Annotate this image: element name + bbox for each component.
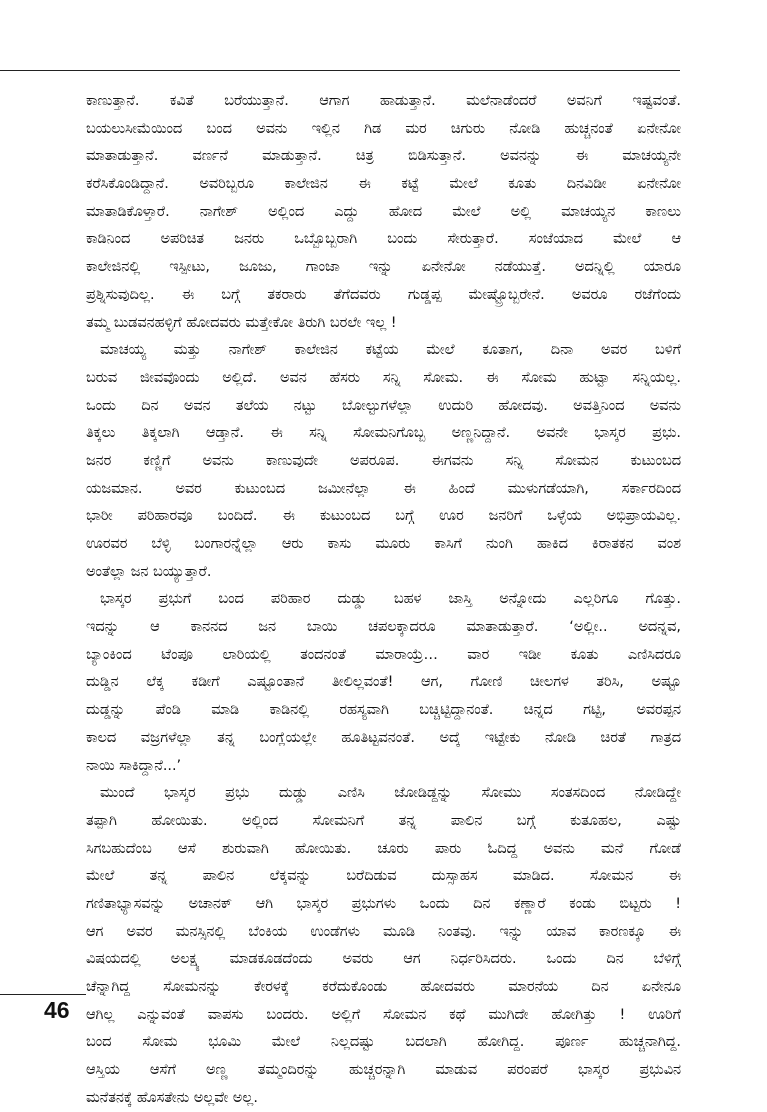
text-line: ಮುಂದೆ ಭಾಸ್ಕರ ಪ್ರಭು ದುಡ್ಡು ಎಣಿಸಿ ಜೋಡಿಡ್ದನ್ನು ಸೋಮು ಸಂತಸದಿಂದ ನೋಡಿದ್ದೇ <box>100 785 681 802</box>
text-line: ಕಾಡಿನಿಂದ ಅಪರಿಚಿತ ಜನರು ಒಬ್ಬೊಬ್ಬರಾಗಿ ಬಂದು ಸೇರುತ್ತಾರೆ. ಸಂಜೆಯಾದ ಮೇಲೆ ಆ <box>86 231 681 248</box>
text-line: ಸಿಗಬಹುದೆಂಬ ಆಸೆ ಶುರುವಾಗಿ ಹೋಯಿತು. ಚೂರು ಪಾರು ಓದಿದ್ದ ಅವನು ಮನೆ ಗೋಡೆ <box>86 840 681 857</box>
text-line: ಭಾರೀ ಪರಿಹಾರವೂ ಬಂದಿದೆ. ಈ ಕುಟುಂಬದ ಬಗ್ಗೆ ಊರ ಜನರಿಗೆ ಒಳ್ಳೆಯ ಅಭಿಪ್ರಾಯವಿಲ್ಲ. <box>86 508 681 525</box>
text-line: ವಿಷಯದಲ್ಲಿ ಅಲಕ್ಷ್ಯ ಮಾಡಕೂಡದೆಂದು ಅವರು ಆಗ ನಿರ್ಧರಿಸಿದರು. ಒಂದು ದಿನ ಬೆಳಿಗ್ಗೆ <box>86 951 681 968</box>
text-line: ಬಯಲುಸೀಮೆಯಿಂದ ಬಂದ ಅವನು ಇಲ್ಲಿನ ಗಿಡ ಮರ ಚಿಗುರು ನೋಡಿ ಹುಚ್ಚನಂತೆ ಏನೇನೋ <box>86 120 681 137</box>
text-line: ಊರವರ ಬೆಳ್ಳಿ ಬಂಗಾರನ್ನೆಲ್ಲಾ ಆರು ಕಾಸು ಮೂರು ಕಾಸಿಗೆ ನುಂಗಿ ಹಾಕಿದ ಕಿರಾತಕನ ವಂಶ <box>86 536 681 552</box>
text-line: ಭಾಸ್ಕರ ಪ್ರಭುಗೆ ಬಂದ ಪರಿಹಾರ ದುಡ್ಡು ಬಹಳ ಜಾಸ್ತಿ ಅನ್ನೋದು ಎಲ್ಲರಿಗೂ ಗೊತ್ತು. <box>100 591 681 608</box>
body-text <box>86 88 681 1112</box>
text-line: ಆಗಿಲ್ಲ ಎನ್ನುವಂತೆ ವಾಪಸು ಬಂದರು. ಅಲ್ಲಿಗೆ ಸೋಮನ ಕಥೆ ಮುಗಿದೇ ಹೋಗಿತ್ತು ! ಊರಿಗೆ <box>86 1006 681 1023</box>
paragraph <box>86 586 681 780</box>
text-line: ಕಾಲೇಜಿನಲ್ಲಿ ಇಸ್ಪೀಟು, ಜೂಜು, ಗಾಂಜಾ ಇನ್ನು ಏನೇನೋ ನಡೆಯುತ್ತೆ. ಅದನ್ನಿಲ್ಲಿ ಯಾರೂ <box>86 259 681 276</box>
text-line: ತಪ್ಪಾಗಿ ಹೋಯಿತು. ಅಲ್ಲಿಂದ ಸೋಮನಿಗೆ ತನ್ನ ಪಾಲಿನ ಬಗ್ಗೆ ಕುತೂಹಲ, ಎಷ್ಟು <box>86 812 681 829</box>
text-line: ನಾಯಿ ಸಾಕಿದ್ದಾನೆ...’ <box>86 757 182 774</box>
text-line: ಕರೆಸಿಕೊಂಡಿದ್ದಾನೆ. ಅವರಿಬ್ಬರೂ ಕಾಲೇಜಿನ ಈ ಕಟ್ಟೆ ಮೇಲೆ ಕೂತು ದಿನವಿಡೀ ಏನೇನೋ <box>86 176 681 193</box>
paragraph <box>86 780 681 1112</box>
text-line: ಆಗ ಅವರ ಮನಸ್ಸಿನಲ್ಲಿ ಬೆಂಕಿಯ ಉಂಡೆಗಳು ಮೂಡಿ ನಿಂತವು. ಇನ್ನು ಯಾವ ಕಾರಣಕ್ಕೂ ಈ <box>86 923 681 940</box>
text-line: ತಮ್ಮ ಬುಡವನಹಳ್ಳಿಗೆ ಹೋದವರು ಮತ್ತೇಕೋ ತಿರುಗಿ ಬರಲೇ ಇಲ್ಲ ! <box>86 314 397 331</box>
text-line: ಕಾಣುತ್ತಾನೆ. ಕವಿತೆ ಬರೆಯುತ್ತಾನೆ. ಆಗಾಗ ಹಾಡುತ್ತಾನೆ. ಮಲೆನಾಡೆಂದರೆ ಅವನಿಗೆ ಇಷ್ಟವಂತೆ. <box>86 93 681 109</box>
text-line: ಬರುವ ಜೀವವೊಂದು ಅಲ್ಲಿದೆ. ಅವನ ಹೆಸರು ಸನ್ನಿ ಸೋಮ. ಈ ಸೋಮ ಹುಟ್ಟಾ ಸನ್ನಿಯಲ್ಲ. <box>86 369 681 386</box>
text-line: ಚೆನ್ನಾಗಿದ್ದ ಸೋಮನನ್ನು ಕೇರಳಕ್ಕೆ ಕರೆದುಕೊಂಡು ಹೋದವರು ಮಾರನೆಯ ದಿನ ಏನೇನೂ <box>86 979 681 995</box>
paragraph <box>86 88 681 337</box>
text-line: ಆಸ್ತಿಯ ಆಸೆಗೆ ಅಣ್ಣ ತಮ್ಮಂದಿರನ್ನು ಹುಚ್ಚರನ್ನಾಗಿ ಮಾಡುವ ಪರಂಪರೆ ಭಾಸ್ಕರ ಪ್ರಭುವಿನ <box>86 1062 681 1079</box>
text-line: ಮಾತಾಡುತ್ತಾನೆ. ವರ್ಣನೆ ಮಾಡುತ್ತಾನೆ. ಚಿತ್ರ ಬಿಡಿಸುತ್ತಾನೆ. ಅವನನ್ನು ಈ ಮಾಚಯ್ಯನೇ <box>86 148 681 165</box>
text-line: ಯಜಮಾನ. ಅವರ ಕುಟುಂಬದ ಜಮೀನೆಲ್ಲಾ ಈ ಹಿಂದೆ ಮುಳುಗಡೆಯಾಗಿ, ಸರ್ಕಾರದಿಂದ <box>86 480 681 497</box>
text-line: ದುಡ್ಡನ್ನು ಪೆಂಡಿ ಮಾಡಿ ಕಾಡಿನಲ್ಲಿ ರಹಸ್ಯವಾಗಿ ಬಚ್ಚಿಟ್ಟಿದ್ದಾನಂತೆ. ಚಿನ್ನದ ಗಟ್ಟಿ, ಅವರಪ್ಪನ <box>86 702 681 719</box>
text-line: ಬ್ಯಾಂಕಿಂದ ಟೆಂಪೂ ಲಾರಿಯಲ್ಲಿ ತಂದನಂತೆ ಮಾರಾಯ್ರೆ… ವಾರ ಇಡೀ ಕೂತು ಎಣಿಸಿದರೂ <box>86 646 681 663</box>
text-line: ಇದನ್ನು ಆ ಕಾನನದ ಜನ ಬಾಯಿ ಚಪಲಕ್ಕಾದರೂ ಮಾತಾಡುತ್ತಾರೆ. ‘ಅಲ್ಲೀ.. ಅದನ್ನವ, <box>86 619 681 636</box>
text-line: ಮನೆತನಕ್ಕೆ ಹೊಸತೇನು ಅಲ್ಲವೇ ಅಲ್ಲ. <box>86 1089 258 1106</box>
text-line: ದುಡ್ಡಿನ ಲೆಕ್ಕ ಕಡೀಗೆ ಎಷ್ಟೂಂತಾನೆ ತೀಲಿಲ್ಲವಂತೆ! ಆಗ, ಗೋಣಿ ಚೀಲಗಳ ತರಿಸಿ, ಅಷ್ಟೂ <box>86 674 681 691</box>
text-line: ಪ್ರಶ್ನಿಸುವುದಿಲ್ಲ. ಈ ಬಗ್ಗೆ ತಕರಾರು ತೆಗೆದವರು ಗುಡ್ಡಪ್ಪ ಮೇಷ್ಟ್ರೊಬ್ಬರೇನೆ. ಅವರೂ ರಜೆಗೆಂದು <box>86 286 681 303</box>
text-line: ಜನರ ಕಣ್ಣಿಗೆ ಅವನು ಕಾಣುವುದೇ ಅಪರೂಪ. ಈಗವನು ಸನ್ನಿ ಸೋಮನ ಕುಟುಂಬದ <box>86 452 681 469</box>
footer-rule <box>0 994 86 995</box>
page-number: 46 <box>44 997 70 1023</box>
text-line: ತಿಕ್ಕಲು ತಿಕ್ಕಲಾಗಿ ಆಡ್ತಾನೆ. ಈ ಸನ್ನಿ ಸೋಮನಿಗೊಬ್ಬ ಅಣ್ಣನಿದ್ದಾನೆ. ಅವನೇ ಭಾಸ್ಕರ ಪ್ರಭು. <box>86 425 681 442</box>
text-line: ಬಂದ ಸೋಮ ಭೂಮಿ ಮೇಲೆ ನಿಲ್ಲದಷ್ಟು ಬದಲಾಗಿ ಹೋಗಿದ್ದ. ಪೂರ್ಣ ಹುಚ್ಚನಾಗಿದ್ದ. <box>86 1034 681 1051</box>
header-rule <box>0 70 680 71</box>
text-line: ಕಾಲದ ವಜ್ರಗಳೆಲ್ಲಾ ತನ್ನ ಬಂಗ್ಲೆಯಲ್ಲೇ ಹೂತಿಟ್ಟವನಂತೆ. ಅದ್ಕೆ ಇಟ್ಟೇಕು ನೋಡಿ ಚಿರತೆ ಗಾತ್ರದ <box>86 729 681 746</box>
text-line: ಮಾಚಯ್ಯ ಮತ್ತು ನಾಗೇಶ್ ಕಾಲೇಜಿನ ಕಟ್ಟೆಯ ಮೇಲೆ ಕೂತಾಗ, ದಿನಾ ಅವರ ಬಳಿಗೆ <box>100 342 681 359</box>
text-line: ಅಂತೆಲ್ಲಾ ಜನ ಬಯ್ಯುತ್ತಾರೆ. <box>86 563 212 580</box>
text-line: ಒಂದು ದಿನ ಅವನ ತಲೆಯ ನಟ್ಟು ಬೋಲ್ಟುಗಳೆಲ್ಲಾ ಉದುರಿ ಹೋದವು. ಅವತ್ತಿನಿಂದ ಅವನು <box>86 397 681 414</box>
paragraph <box>86 337 681 586</box>
text-line: ಗಣಿತಾಭ್ಯಾಸವನ್ನು ಅಚಾನಕ್ ಆಗಿ ಭಾಸ್ಕರ ಪ್ರಭುಗಳು ಒಂದು ದಿನ ಕಣ್ಣಾರೆ ಕಂಡು ಬಿಟ್ಟರು ! <box>86 895 681 912</box>
text-line: ಮೇಲೆ ತನ್ನ ಪಾಲಿನ ಲೆಕ್ಕವನ್ನು ಬರೆದಿಡುವ ದುಸ್ಸಾಹಸ ಮಾಡಿದ. ಸೋಮನ ಈ <box>86 868 681 885</box>
text-line: ಮಾತಾಡಿಕೊಳ್ತಾರೆ. ನಾಗೇಶ್ ಅಲ್ಲಿಂದ ಎದ್ದು ಹೋದ ಮೇಲೆ ಅಲ್ಲಿ ಮಾಚಯ್ಯನ ಕಾಣಲು <box>86 203 681 220</box>
